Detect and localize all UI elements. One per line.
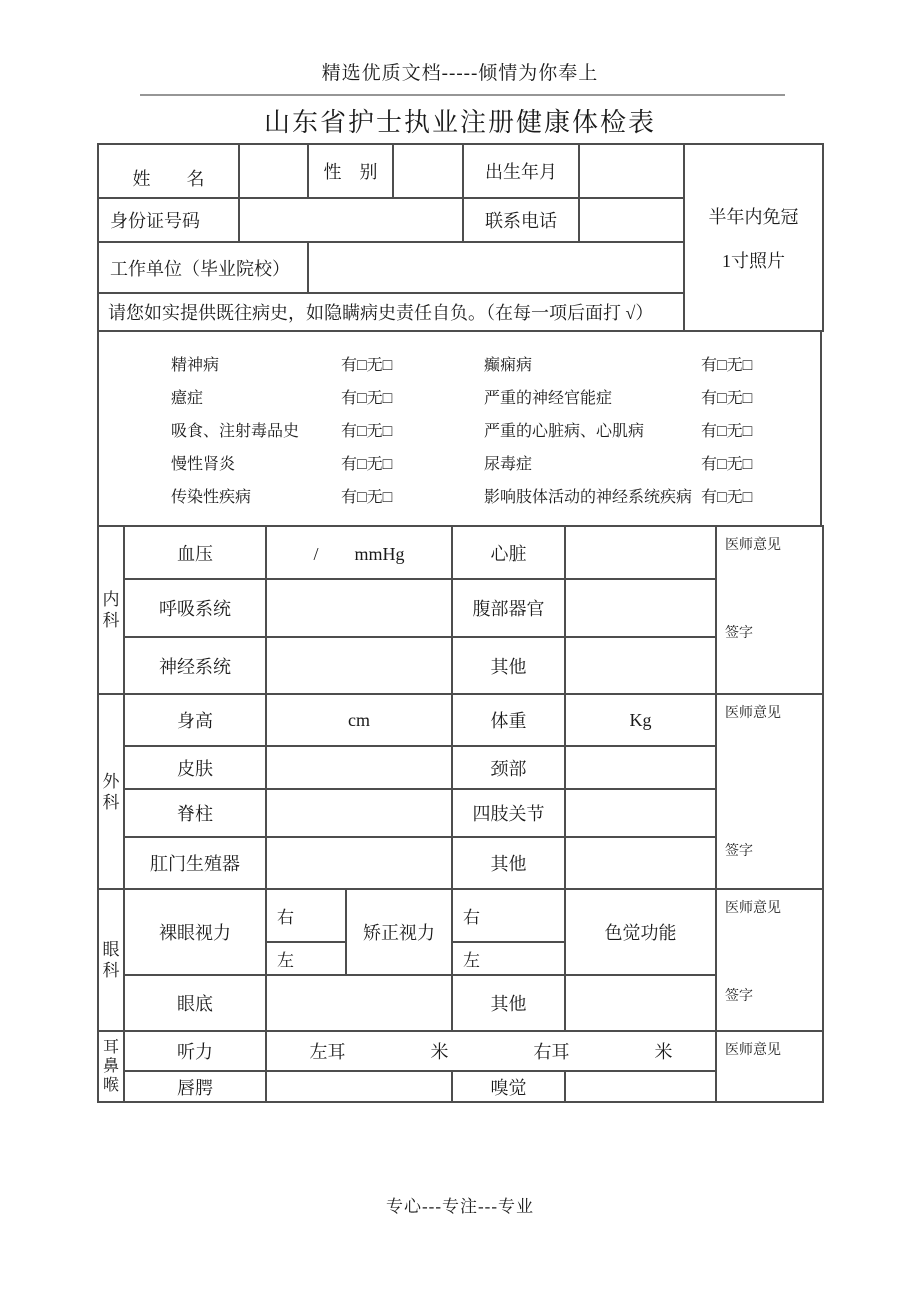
surgery-other-label: 其他 — [452, 837, 565, 889]
birth-value-cell — [579, 144, 684, 198]
corrected-vision-right-cell: 右 — [452, 889, 565, 942]
photo-text-line1: 半年内免冠 — [708, 206, 799, 227]
history-item-checkboxes: 有□无□ — [341, 489, 393, 506]
right-ear-label: 右耳 — [533, 1042, 570, 1062]
respiratory-label: 呼吸系统 — [124, 579, 266, 637]
skin-value-cell — [266, 746, 452, 789]
meter-unit-label: 米 — [430, 1042, 449, 1062]
anus-genitals-label: 肛门生殖器 — [124, 837, 266, 889]
meter-unit-label: 米 — [654, 1042, 673, 1062]
history-item-label: 慢性肾炎 — [171, 456, 236, 473]
history-item-label: 癔症 — [171, 390, 204, 407]
birth-label: 出生年月 — [463, 144, 579, 198]
id-value-cell — [239, 198, 463, 242]
eye-section-table — [97, 888, 824, 1032]
ent-section-table — [97, 1030, 824, 1103]
history-item-label: 严重的心脏病、心肌病 — [484, 423, 645, 440]
header-divider — [140, 94, 785, 96]
lip-palate-value-cell — [266, 1071, 452, 1102]
eye-section-label: 眼科 — [98, 889, 124, 1031]
fundus-value-cell — [266, 975, 452, 1031]
corrected-vision-label: 矫正视力 — [346, 889, 452, 975]
nervous-system-label: 神经系统 — [124, 637, 266, 694]
id-label: 身份证号码 — [98, 198, 239, 242]
gender-label: 性 别 — [308, 144, 393, 198]
history-row — [99, 346, 820, 379]
fundus-label: 眼底 — [124, 975, 266, 1031]
work-unit-label: 工作单位（毕业院校） — [98, 242, 308, 293]
abdominal-label: 腹部器官 — [452, 579, 565, 637]
hearing-value-cell — [266, 1031, 716, 1071]
naked-vision-label: 裸眼视力 — [124, 889, 266, 975]
nervous-system-value-cell — [266, 637, 452, 694]
weight-label: 体重 — [452, 694, 565, 746]
history-row — [99, 478, 820, 511]
height-unit-cell: cm — [266, 694, 452, 746]
limbs-joints-value-cell — [565, 789, 716, 837]
internal-other-value-cell — [565, 637, 716, 694]
history-row — [99, 379, 820, 412]
spine-label: 脊柱 — [124, 789, 266, 837]
surgery-section-label: 外科 — [98, 694, 124, 889]
history-row — [99, 445, 820, 478]
blood-pressure-value-cell: / mmHg — [266, 526, 452, 579]
history-row — [99, 412, 820, 445]
surgery-other-value-cell — [565, 837, 716, 889]
internal-doctor-opinion-cell — [716, 526, 823, 694]
history-item-checkboxes: 有□无□ — [701, 423, 753, 440]
medical-history-notice: 请您如实提供既往病史，如隐瞒病史责任自负。（在每一项后面打 √） — [98, 293, 684, 331]
eye-doctor-opinion-cell — [716, 889, 823, 1031]
history-item-label: 尿毒症 — [484, 456, 533, 473]
abdominal-value-cell — [565, 579, 716, 637]
history-item-checkboxes: 有□无□ — [341, 456, 393, 473]
history-item-label: 影响肢体活动的神经系统疾病 — [484, 489, 693, 506]
history-item-checkboxes: 有□无□ — [701, 489, 753, 506]
neck-value-cell — [565, 746, 716, 789]
name-value-cell — [239, 144, 308, 198]
smell-label: 嗅觉 — [452, 1071, 565, 1102]
history-item-checkboxes: 有□无□ — [341, 357, 393, 374]
history-item-label: 癫痫病 — [484, 357, 533, 374]
blood-pressure-label: 血压 — [124, 526, 266, 579]
ent-section-label: 耳鼻喉 — [98, 1031, 124, 1102]
respiratory-value-cell — [266, 579, 452, 637]
doctor-opinion-label: 医师意见 — [725, 901, 781, 916]
history-item-checkboxes: 有□无□ — [701, 390, 753, 407]
doctor-opinion-label: 医师意见 — [725, 706, 781, 721]
internal-section-label: 内科 — [98, 526, 124, 694]
doc-footer-text: 专心---专注---专业 — [386, 1197, 534, 1216]
doctor-opinion-label: 医师意见 — [725, 538, 781, 553]
history-item-label: 传染性疾病 — [171, 489, 252, 506]
smell-value-cell — [565, 1071, 716, 1102]
doctor-opinion-label: 医师意见 — [725, 1043, 782, 1058]
internal-section-table — [97, 525, 824, 695]
phone-label: 联系电话 — [463, 198, 579, 242]
left-ear-label: 左耳 — [309, 1042, 346, 1062]
ent-doctor-opinion-cell — [716, 1031, 823, 1102]
gender-value-cell — [393, 144, 463, 198]
history-item-label: 吸食、注射毒品史 — [171, 423, 300, 440]
health-exam-form — [97, 143, 822, 1103]
photo-cell — [684, 144, 823, 331]
anus-genitals-value-cell — [266, 837, 452, 889]
name-label: 姓 名 — [98, 144, 239, 198]
neck-label: 颈部 — [452, 746, 565, 789]
eye-other-value-cell — [565, 975, 716, 1031]
lip-palate-label: 唇腭 — [124, 1071, 266, 1102]
eye-other-label: 其他 — [452, 975, 565, 1031]
signature-label: 签字 — [725, 989, 753, 1004]
history-item-label: 精神病 — [171, 357, 220, 374]
height-label: 身高 — [124, 694, 266, 746]
history-item-label: 严重的神经官能症 — [484, 390, 613, 407]
info-table — [97, 143, 824, 332]
naked-vision-left-cell: 左 — [266, 942, 346, 975]
history-item-checkboxes: 有□无□ — [341, 423, 393, 440]
photo-text-line2: 1寸照片 — [722, 250, 785, 271]
spine-value-cell — [266, 789, 452, 837]
surgery-doctor-opinion-cell — [716, 694, 823, 889]
history-item-checkboxes: 有□无□ — [701, 357, 753, 374]
heart-label: 心脏 — [452, 526, 565, 579]
signature-label: 签字 — [725, 626, 753, 641]
naked-vision-right-cell: 右 — [266, 889, 346, 942]
surgery-section-table — [97, 693, 824, 890]
corrected-vision-left-cell: 左 — [452, 942, 565, 975]
signature-label: 签字 — [725, 844, 753, 859]
history-item-checkboxes: 有□无□ — [341, 390, 393, 407]
limbs-joints-label: 四肢关节 — [452, 789, 565, 837]
doc-header-text: 精选优质文档-----倾情为你奉上 — [321, 63, 599, 84]
phone-value-cell — [579, 198, 684, 242]
heart-value-cell — [565, 526, 716, 579]
history-item-checkboxes: 有□无□ — [701, 456, 753, 473]
color-vision-label: 色觉功能 — [565, 889, 716, 975]
history-section — [97, 330, 822, 527]
internal-other-label: 其他 — [452, 637, 565, 694]
work-unit-value-cell — [308, 242, 684, 293]
skin-label: 皮肤 — [124, 746, 266, 789]
hearing-label: 听力 — [124, 1031, 266, 1071]
weight-unit-cell: Kg — [565, 694, 716, 746]
page-title: 山东省护士执业注册健康体检表 — [263, 108, 656, 137]
